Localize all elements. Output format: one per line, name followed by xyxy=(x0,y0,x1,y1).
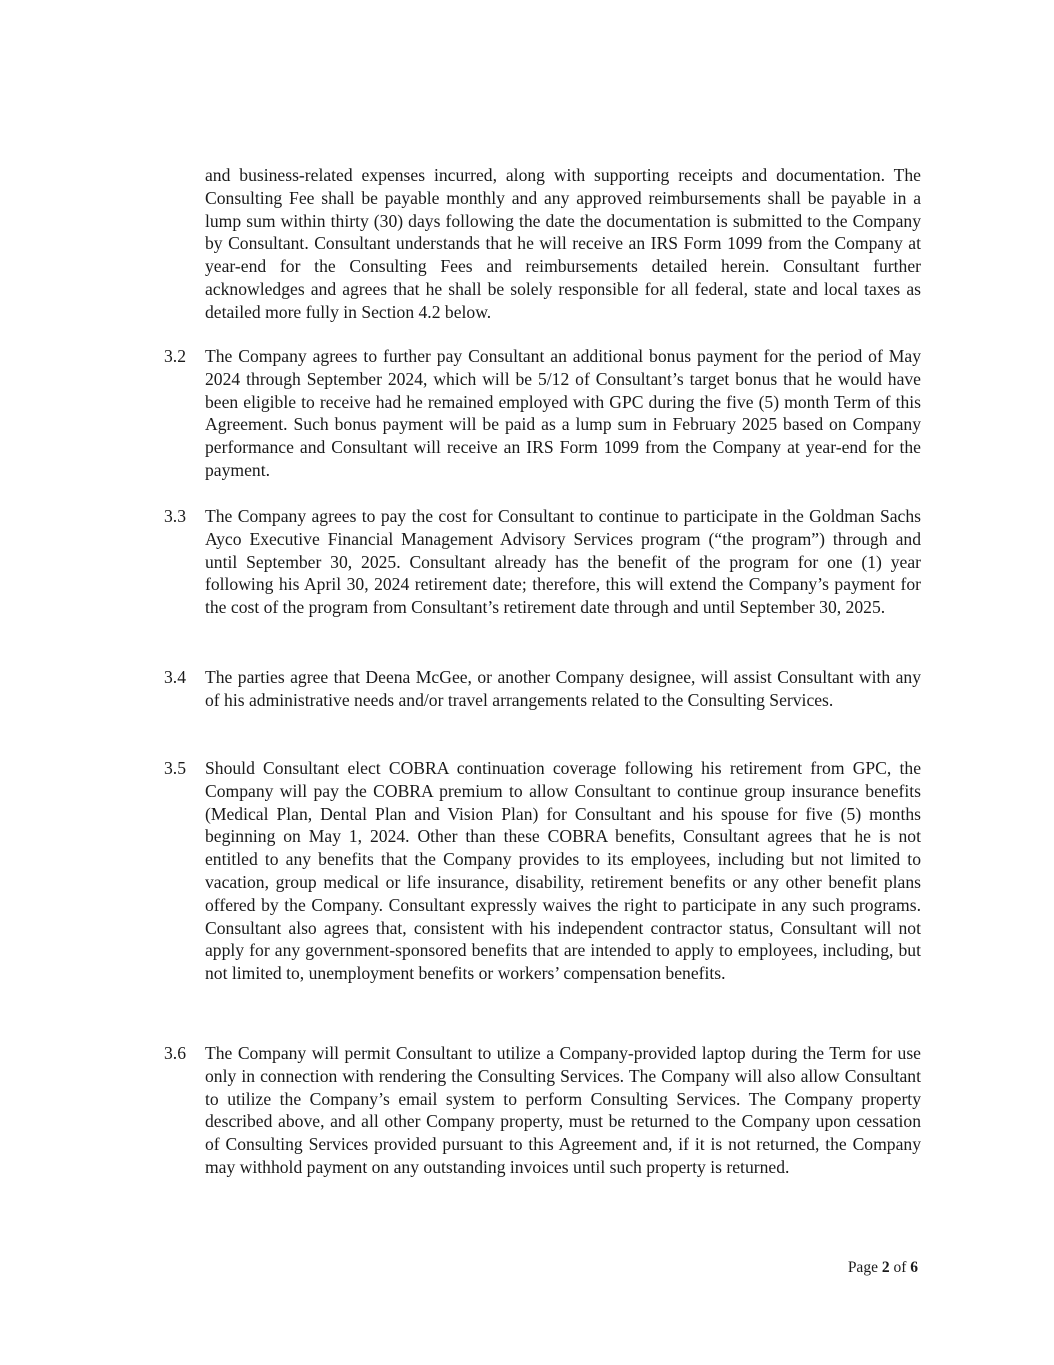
section-text: The Company will permit Consultant to utilize a Company-provided laptop during the Term for use only in connection with rendering the Consulting Services. The Company will also allow Consultant to utilize the Company’s email system to perform Consulting Services. The Company property described above, and all other Company property, must be returned to the Company upon cessation of Consulting Services provided pursuant to this Agreement and, if it is not returned, the Company may withhold payment on any outstanding invoices until such property is returned. xyxy=(205,1043,921,1177)
section-3-4 xyxy=(164,666,921,712)
continuation-paragraph: and business-related expenses incurred, along with supporting receipts and documentation. The Consulting Fee shall be payable monthly and any approved reimbursements shall be payable in a lump sum within thirty (30) days following the date the documentation is submitted to the Company by Consultant. Consultant understands that he will receive an IRS Form 1099 from the Company at year-end for the Consulting Fees and reimbursements detailed herein. Consultant further acknowledges and agrees that he shall be solely responsible for all federal, state and local taxes as detailed more fully in Section 4.2 below. xyxy=(205,165,921,322)
section-number: 3.3 xyxy=(164,506,186,526)
current-page-number: 2 xyxy=(881,1259,890,1276)
section-text: The Company agrees to further pay Consultant an additional bonus payment for the period of May 2024 through September 2024, which will be 5/12 of Consultant’s target bonus that he would have been eligible to receive had he remained employed with GPC during the five (5) month Term of this Agreement. Such bonus payment will be paid as a lump sum in February 2025 based on Company performance and Consultant will receive an IRS Form 1099 from the Company at year-end for the payment. xyxy=(205,346,921,480)
section-text: The Company agrees to pay the cost for Consultant to continue to participate in the Goldman Sachs Ayco Executive Financial Management Advisory Services program (“the program”) through and until September 30, 2025. Consultant already has the benefit of the program for one (1) year following his April 30, 2024 retirement date; therefore, this will extend the Company’s payment for the cost of the program from Consultant’s retirement date through and until September 30, 2025. xyxy=(205,506,921,618)
total-pages-number: 6 xyxy=(910,1259,918,1276)
section-text: Should Consultant elect COBRA continuation coverage following his retirement from GPC, the Company will pay the COBRA premium to allow Consultant to continue group insurance benefits (Medical Plan, Dental Plan and Vision Plan) for Consultant and his spouse for five (5) months beginning on May 1, 2024. Other than these COBRA benefits, Consultant agrees that he is not entitled to any benefits that the Company provides to its employees, including but not limited to vacation, group medical or life insurance, disability, retirement benefits or any other benefit plans offered by the Company. Consultant expressly waives the right to participate in any such programs. Consultant also agrees that, consistent with his independent contractor status, Consultant will not apply for any government-sponsored benefits that are intended to apply to employees, including, but not limited to, unemployment benefits or workers’ compensation benefits. xyxy=(205,758,921,984)
section-3-2 xyxy=(164,345,921,482)
section-number: 3.2 xyxy=(164,346,186,366)
section-3-3 xyxy=(164,505,921,619)
of-label: of xyxy=(893,1259,907,1276)
page-footer xyxy=(848,1258,918,1278)
page-label: Page xyxy=(847,1259,878,1276)
section-3-6 xyxy=(164,1042,921,1179)
section-3-5 xyxy=(164,757,921,985)
section-number: 3.5 xyxy=(164,758,186,778)
section-text: The parties agree that Deena McGee, or another Company designee, will assist Consultant with any of his administrative needs and/or travel arrangements related to the Consulting Services. xyxy=(205,667,921,710)
section-number: 3.4 xyxy=(164,667,186,687)
section-number: 3.6 xyxy=(164,1043,186,1063)
